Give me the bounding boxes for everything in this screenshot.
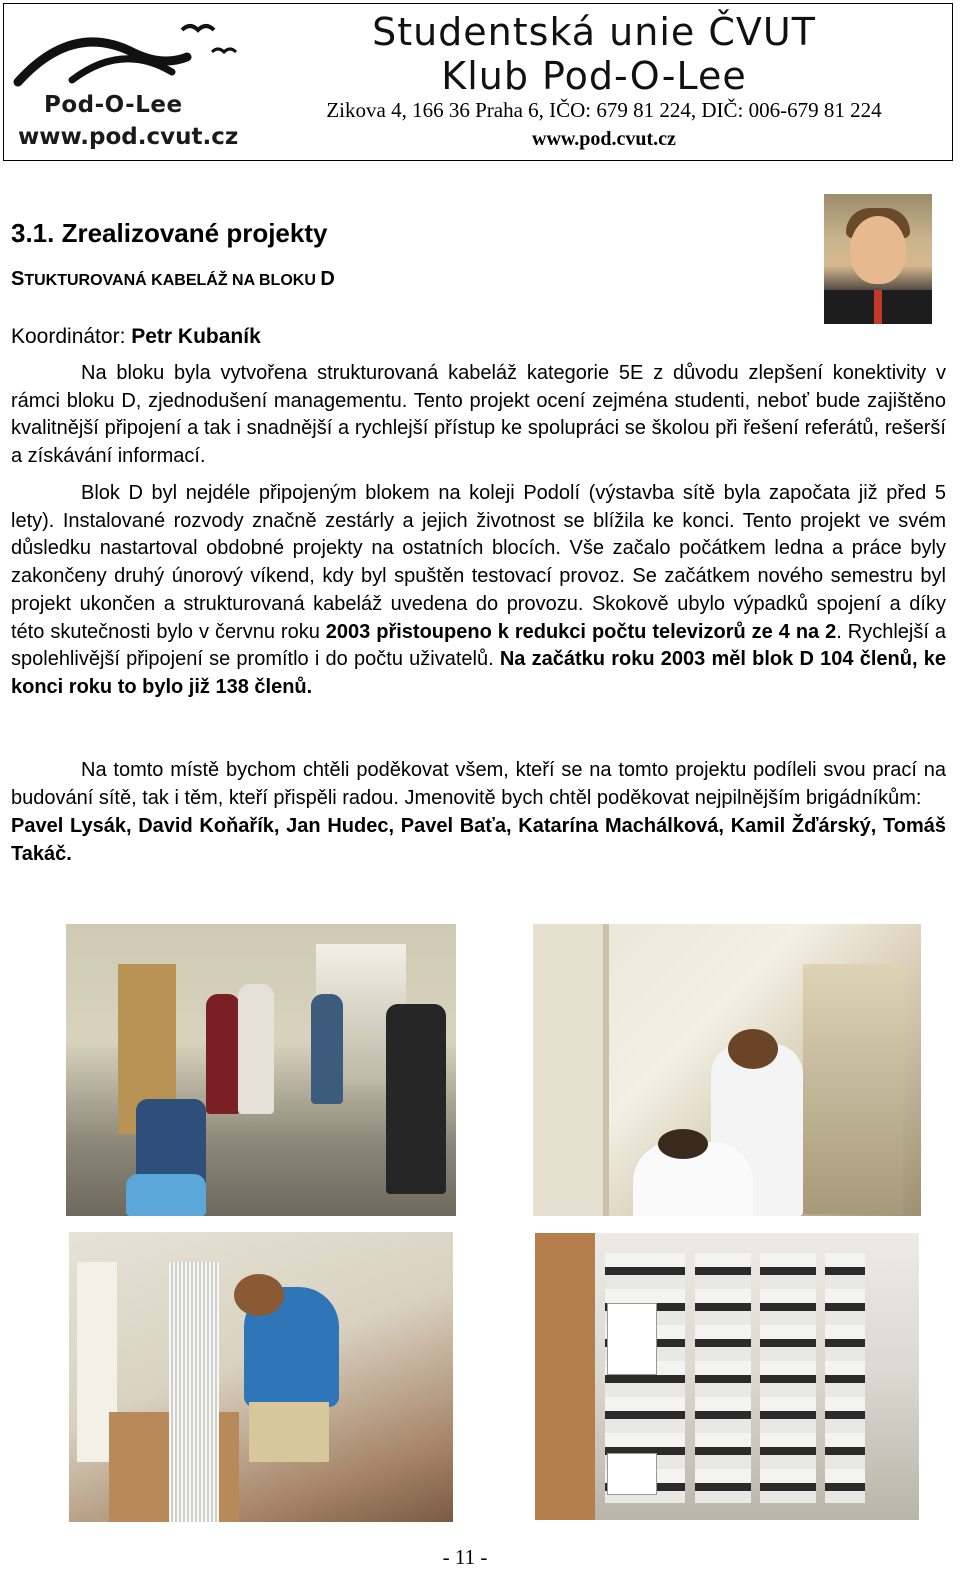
coordinator-line: Koordinátor: Petr Kubaník bbox=[11, 325, 261, 348]
photo-cabling-work bbox=[69, 1232, 453, 1522]
photo-group-in-corridor bbox=[66, 924, 456, 1216]
org-url[interactable]: www.pod.cvut.cz bbox=[532, 128, 676, 150]
photo-drilling-wall bbox=[533, 924, 921, 1216]
logo-website: www.pod.cvut.cz bbox=[18, 124, 239, 150]
photo-network-racks bbox=[535, 1233, 919, 1520]
paragraph-history: Blok D byl nejdéle připojeným blokem na koleji Podolí (výstavba sítě byla započata již před 5 lety). Instalované rozvody značně zestárly a jejich životnost se blížila ke konci. Tento projekt ve svém důsledku nastartoval obdobné projekty na ostatních blocích. Vše začalo počátkem ledna a práce byly zakončeny druhý únorový víkend, kdy byl spuštěn testovací provoz. Se začátkem nového semestru byl projekt ukončen a strukturovaná kabeláž uvedena do provozu. Skokově ubylo výpadků spojení a díky této skutečnosti bylo v červnu roku 2003 přistoupeno k redukci počtu televizorů ze 4 na 2. Rychlejší a spolehlivější připojení se promítlo i do počtu uživatelů. Na začátku roku 2003 měl blok D 104 členů, ke konci roku to bylo již 138 členů. bbox=[11, 482, 946, 698]
club-logo bbox=[12, 12, 252, 152]
coordinator-name: Petr Kubaník bbox=[131, 325, 261, 348]
helpers-names: Pavel Lysák, David Koňařík, Jan Hudec, Pavel Baťa, Katarína Machálková, Kamil Žďárský, Tomáš Takáč. bbox=[11, 815, 946, 865]
section-heading: 3.1. Zrealizované projekty bbox=[11, 218, 328, 248]
paragraph-intro: Na bloku byla vytvořena strukturovaná kabeláž kategorie 5E z důvodu zlepšení konektivity v rámci bloku D, zjednodušení managementu. Tento projekt ocení zejména studenti, neboť bude zajištěno kvalitnější připojení a tak i snadnější a rychlejší přístup ke spolupráci se školou při řešení referátů, rešerší a získávání informací. bbox=[11, 362, 946, 468]
org-address: Zikova 4, 166 36 Praha 6, IČO: 679 81 224, DIČ: 006-679 81 224 bbox=[326, 98, 882, 122]
letterhead bbox=[3, 3, 953, 161]
club-title: Klub Pod-O-Lee bbox=[441, 54, 747, 98]
bird-logo-icon bbox=[12, 12, 252, 102]
page-number: - 11 - bbox=[442, 1545, 488, 1569]
coordinator-photo bbox=[824, 194, 932, 324]
logo-club-name: Pod-O-Lee bbox=[44, 92, 183, 118]
project-title: STUKTUROVANÁ KABELÁŽ NA BLOKU D bbox=[11, 268, 335, 290]
org-title: Studentská unie ČVUT bbox=[372, 10, 816, 54]
paragraph-thanks: Na tomto místě bychom chtěli poděkovat všem, kteří se na tomto projektu podíleli svou prací na budování sítě, tak i těm, kteří přispěli radou. Jmenovitě bych chtěl poděkovat nejpilnějším brigádníkům: bbox=[11, 759, 946, 809]
